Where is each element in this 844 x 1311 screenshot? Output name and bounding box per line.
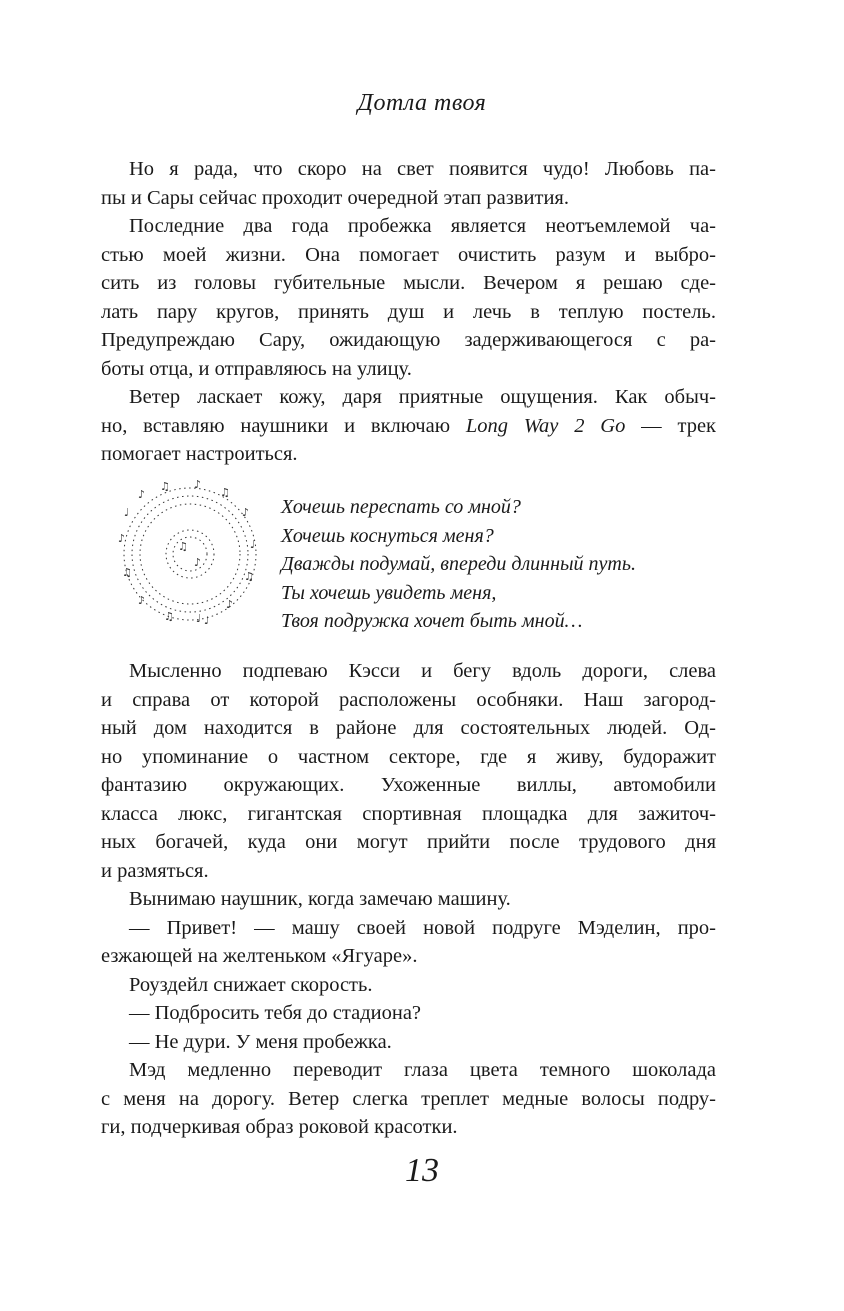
svg-text:♪: ♪	[138, 488, 146, 501]
text-line: Но я рада, что скоро на свет появится чудо! Любовь па-	[129, 158, 716, 180]
text-line: лать пару кругов, принять душ и лечь в теплую постель.	[101, 300, 716, 323]
music-notes-wreath-icon	[108, 476, 268, 636]
dialogue-line: — Привет! — машу своей новой подруге Мэделин, про-	[129, 916, 716, 939]
text-line: стью моей жизни. Она помогает очистить разум и выбро-	[101, 243, 716, 266]
text-line: и размяться.	[101, 859, 209, 882]
text-fragment: — трек	[625, 414, 717, 437]
svg-text:♪: ♪	[242, 506, 250, 519]
svg-text:♫: ♫	[122, 566, 132, 579]
track-title: Long Way 2 Go	[465, 414, 626, 437]
svg-text:♩: ♩	[204, 614, 210, 627]
text-line: Роуздейл снижает скорость.	[129, 973, 373, 996]
text-block-bottom	[101, 657, 716, 1142]
lyric-line: Хочешь переспать со мной?	[281, 496, 521, 518]
text-line: боты отца, и отправляюсь на улицу.	[101, 357, 412, 380]
text-line: Ветер ласкает кожу, даря приятные ощущения. Как обыч-	[129, 386, 716, 408]
svg-text:♪: ♪	[226, 598, 234, 611]
svg-text:♫: ♫	[164, 610, 174, 623]
lyric-line: Твоя подружка хочет быть мной…	[281, 610, 583, 633]
svg-text:♪: ♪	[194, 556, 202, 569]
text-line: класса люкс, гигантская спортивная площадка для зажиточ-	[101, 802, 716, 825]
text-line: но упоминание о частном секторе, где я живу, будоражит	[101, 745, 716, 768]
svg-text:♪: ♪	[194, 478, 202, 491]
page-number: 13	[405, 1152, 439, 1189]
svg-text:♪: ♪	[138, 594, 146, 607]
svg-text:♫: ♫	[160, 480, 170, 493]
text-line: Вынимаю наушник, когда замечаю машину.	[129, 888, 511, 910]
text-line: фантазию окружающих. Ухоженные виллы, автомобили	[101, 774, 716, 796]
lyric-line: Дважды подумай, впереди длинный путь.	[281, 553, 636, 576]
running-header: Дотла твоя	[357, 90, 487, 116]
text-line: помогает настроиться.	[101, 443, 298, 465]
svg-text:♩: ♩	[124, 506, 130, 519]
text-fragment: но, вставляю наушники и включаю	[101, 414, 466, 437]
svg-text:♫: ♫	[220, 486, 230, 499]
lyric-line: Хочешь коснуться меня?	[281, 524, 494, 547]
text-line: езжающей на желтеньком «Ягуаре».	[101, 945, 418, 967]
text-line: Последние два года пробежка является неотъемлемой ча-	[129, 215, 716, 237]
svg-text:♪: ♪	[118, 532, 126, 545]
text-line-with-track-title	[101, 412, 716, 441]
dialogue-line: — Подбросить тебя до стадиона?	[129, 1002, 422, 1024]
text-line: сить из головы губительные мысли. Вечером я решаю сде-	[101, 272, 716, 294]
text-line: ный дом находится в районе для состоятельных людей. Од-	[101, 717, 716, 739]
lyric-line: Ты хочешь увидеть меня,	[281, 581, 497, 604]
text-line: и справа от которой расположены особняки. Наш загород-	[101, 688, 716, 711]
text-block-top	[101, 155, 716, 469]
text-line: Мысленно подпеваю Кэсси и бегу вдоль дороги, слева	[129, 660, 716, 682]
text-line: ги, подчеркивая образ роковой красотки.	[101, 1116, 458, 1138]
svg-text:♩: ♩	[196, 612, 202, 625]
text-line: с меня на дорогу. Ветер слегка треплет медные волосы подру-	[101, 1087, 716, 1110]
dialogue-line: — Не дури. У меня пробежка.	[129, 1030, 392, 1053]
text-line: пы и Сары сейчас проходит очередной этап развития.	[101, 186, 569, 209]
svg-text:♩: ♩	[250, 538, 256, 551]
text-line: Мэд медленно переводит глаза цвета темного шоколада	[129, 1059, 716, 1081]
song-lyrics	[281, 493, 636, 636]
svg-text:♫: ♫	[244, 570, 254, 583]
text-line: Предупреждаю Сару, ожидающую задерживающегося с ра-	[101, 329, 716, 351]
text-line: ных богачей, куда они могут прийти после трудового дня	[101, 831, 716, 853]
svg-text:♫: ♫	[178, 540, 188, 553]
